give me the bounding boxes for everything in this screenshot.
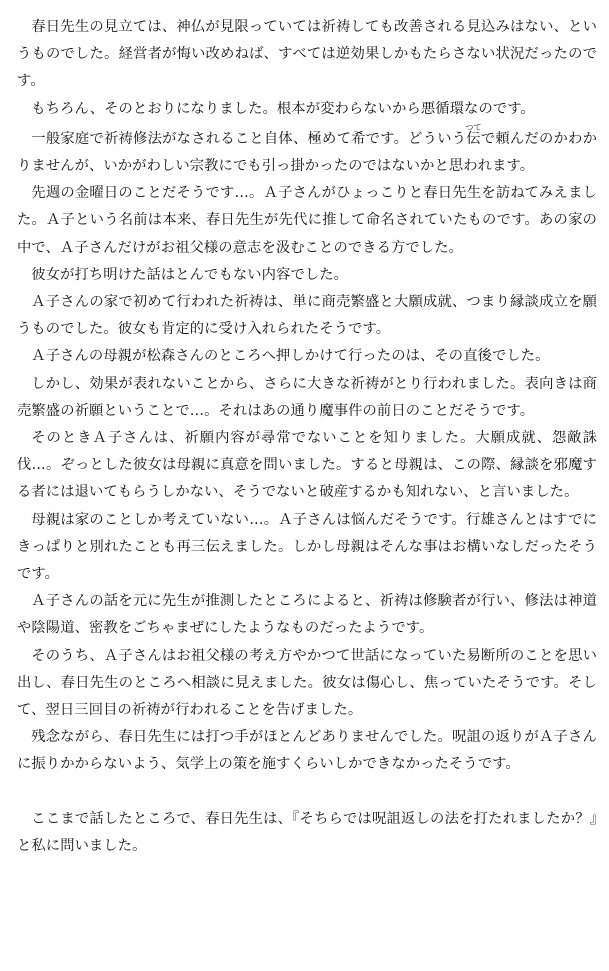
ruby-base: 伝 xyxy=(465,130,482,147)
paragraph xyxy=(17,123,597,180)
paragraph: 先週の金曜日のことだそうです…。Ａ子さんがひょっこりと春日先生を訪ねてみえました。Ａ子という名前は本来、春日先生が先代に推して命名されていたものです。あの家の中で、Ａ子さんだけがお祖父様の意志を汲むことのできる方でした。 xyxy=(17,185,597,256)
paragraph: Ａ子さんの母親が松森さんのところへ押しかけて行ったのは、その直後でした。 xyxy=(31,348,550,365)
paragraph: 彼女が打ち明けた話はとんでもない内容でした。 xyxy=(31,266,349,283)
paragraph: しかし、効果が表れないことから、さらに大きな祈祷がとり行われました。表向きは商売繁盛の祈願ということで…。それはあの通り魔事件の前日のことだそうです。 xyxy=(17,375,597,419)
paragraph: Ａ子さんの話を元に先生が推測したところによると、祈祷は修験者が行い、修法は神道や陰陽道、密教をごちゃまぜにしたようなものだったようです。 xyxy=(17,593,597,637)
document-body xyxy=(17,14,597,860)
paragraph: もちろん、そのとおりになりました。根本が変わらないから悪循環なのです。 xyxy=(31,100,535,117)
paragraph: そのときＡ子さんは、祈願内容が尋常でないことを知りました。大願成就、怨敵誅伐…。ぞっとした彼女は母親に真意を問いました。すると母親は、この際、縁談を邪魔する者には退いてもらうしかない、そうでないと破産するかも知れない、と言いました。 xyxy=(17,430,597,501)
ruby-annotation xyxy=(465,122,482,147)
paragraph-text: 一般家庭で祈祷修法がなされること自体、極めて希です。どういう xyxy=(31,130,467,147)
paragraph: 春日先生の見立ては、神仏が見限っていては祈祷しても改善される見込みはない、というものでした。経営者が悔い改めねば、すべては逆効果しかもたらさない状況だったのです。 xyxy=(17,19,597,90)
paragraph: ここまで話したところで、春日先生は、『そちらでは呪詛返しの法を打たれましたか？』と私に問いました。 xyxy=(17,810,597,855)
paragraph: そのうち、Ａ子さんはお祖父様の考え方やかつて世話になっていた易断所のことを思い出し、春日先生のところへ相談に見えました。彼女は傷心し、焦っていたそうです。そして、翌日三回目の祈祷が行われることを告げました。 xyxy=(17,647,597,719)
paragraph: 残念ながら、春日先生には打つ手がほとんどありませんでした。呪詛の返りがＡ子さんに振りかからないよう、気学上の策を施すくらいしかできなかったそうです。 xyxy=(17,729,597,773)
paragraph-text: で頼んだのかわかりませんが、いかがわしい宗教にでも引っ掛かったのではないかと思われます。 xyxy=(17,130,597,175)
ruby-reading: つて xyxy=(465,122,482,132)
blank-line xyxy=(17,779,597,806)
paragraph: 母親は家のことしか考えていない…。Ａ子さんは悩んだそうです。行雄さんとはすでにきっぱりと別れたことも再三伝えました。しかし母親はそんな事はお構いなしだったそうです。 xyxy=(17,511,597,583)
paragraph: Ａ子さんの家で初めて行われた祈祷は、単に商売繁盛と大願成就、つまり縁談成立を願うものでした。彼女も肯定的に受け入れられたそうです。 xyxy=(17,294,597,338)
